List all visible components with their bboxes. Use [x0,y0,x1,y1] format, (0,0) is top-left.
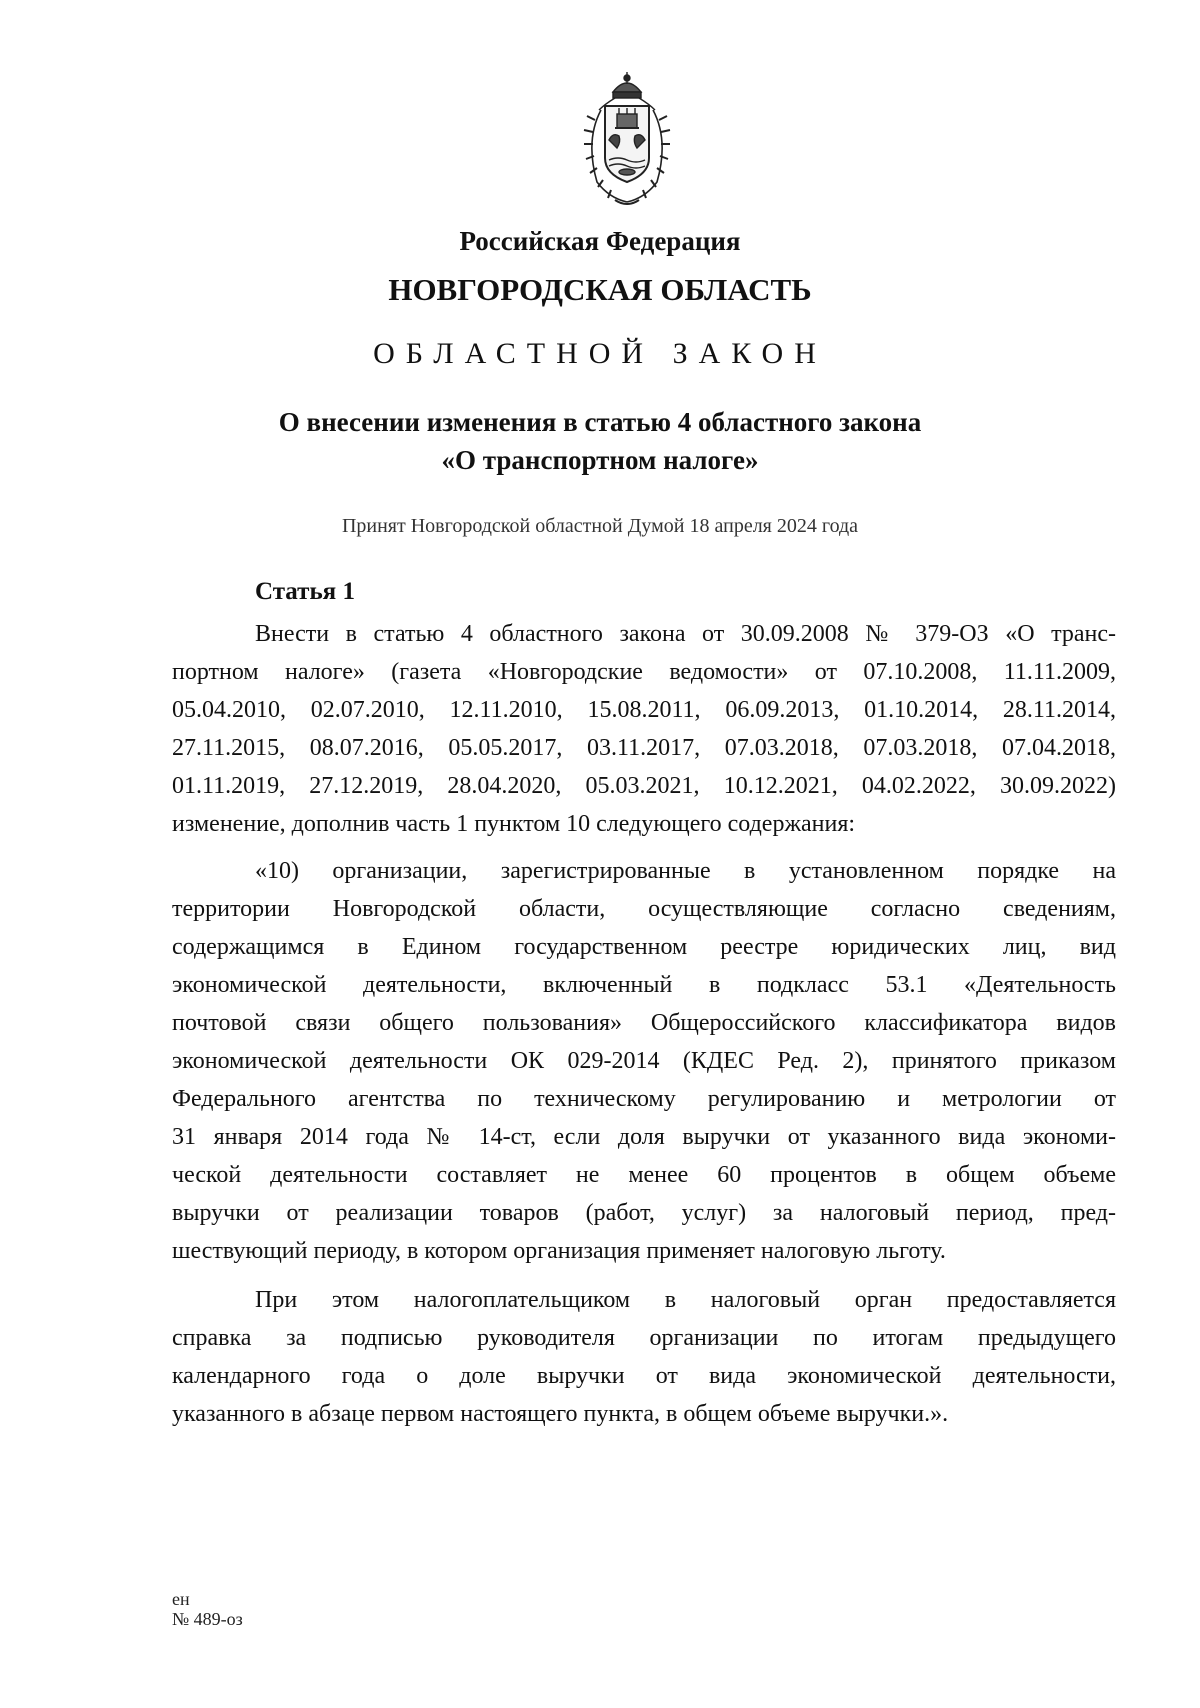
law-title [0,403,1200,479]
country-name: Российская Федерация [459,226,741,256]
paragraph-line: 01.11.2019, 27.12.2019, 28.04.2020, 05.03.2021, 10.12.2021, 04.02.2022, 30.09.2022) [172,773,1116,799]
article-heading: Статья 1 [255,578,355,605]
paragraph-line: справка за подписью руководителя организации по итогам предыдущего [172,1325,1116,1351]
paragraph-line: «10) организации, зарегистрированные в установленном порядке на [255,858,1116,884]
paragraph-line: изменение, дополнив часть 1 пунктом 10 следующего содержания: [172,811,856,837]
paragraph-line: указанного в абзаце первом настоящего пункта, в общем объеме выручки.». [172,1401,949,1427]
law-title-line-1: О внесении изменения в статью 4 областного закона [278,407,922,437]
paragraph-line: При этом налогоплательщиком в налоговый орган предоставляется [255,1287,1116,1313]
law-number: № 489-оз [172,1609,243,1629]
document-type: ОБЛАСТНОЙ ЗАКОН [373,337,827,370]
adoption-note: Принят Новгородской областной Думой 18 апреля 2024 года [341,515,859,537]
law-title-line-2: «О транспортном налоге» [441,445,759,475]
paragraph-line: 27.11.2015, 08.07.2016, 05.05.2017, 03.11.2017, 07.03.2018, 07.03.2018, 07.04.2018, [172,735,1116,761]
paragraph-line: Внести в статью 4 областного закона от 30.09.2008 № 379-ОЗ «О транс- [255,621,1116,647]
paragraph-line: Федерального агентства по техническому регулированию и метрологии от [172,1086,1116,1112]
paragraph-line: территории Новгородской области, осуществляющие согласно сведениям, [172,896,1116,922]
paragraph-line: 31 января 2014 года № 14-ст, если доля выручки от указанного вида экономи- [172,1124,1116,1150]
paragraph-line: шествующий периоду, в котором организация применяет налоговую льготу. [172,1238,946,1264]
paragraph-line: экономической деятельности ОК 029-2014 (КДЕС Ред. 2), принятого приказом [172,1048,1116,1074]
paragraph-line: календарного года о доле выручки от вида экономической деятельности, [172,1363,1116,1389]
paragraph-line: портном налоге» (газета «Новгородские ведомости» от 07.10.2008, 11.11.2009, [172,659,1116,685]
paragraph-line: выручки от реализации товаров (работ, услуг) за налоговый период, пред- [172,1200,1116,1226]
paragraph-line: почтовой связи общего пользования» Общероссийского классификатора видов [172,1010,1116,1036]
paragraph-line: содержащимся в Едином государственном реестре юридических лиц, вид [172,934,1116,960]
paragraph-line: экономической деятельности, включенный в подкласс 53.1 «Деятельность [172,972,1116,998]
region-name: НОВГОРОДСКАЯ ОБЛАСТЬ [388,272,812,307]
executor-initials: ен [172,1589,190,1609]
paragraph-line: 05.04.2010, 02.07.2010, 12.11.2010, 15.08.2011, 06.09.2013, 01.10.2014, 28.11.2014, [172,697,1116,723]
paragraph-line: ческой деятельности составляет не менее 60 процентов в общем объеме [172,1162,1116,1188]
coat-of-arms-icon [575,70,679,210]
